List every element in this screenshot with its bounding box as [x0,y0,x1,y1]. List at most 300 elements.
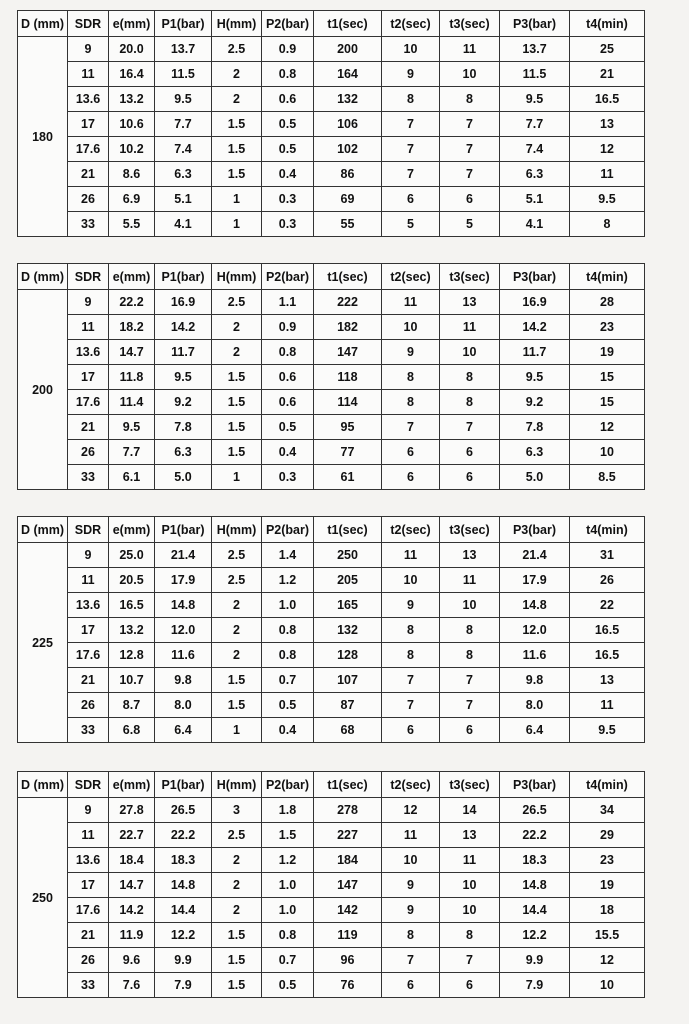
column-header: P3(bar) [500,517,570,543]
column-header: t2(sec) [382,11,440,37]
column-header: SDR [68,264,109,290]
table-cell: 205 [314,568,382,593]
table-cell: 11 [440,315,500,340]
table-cell: 14.4 [155,898,212,923]
column-header: SDR [68,11,109,37]
column-header: H(mm) [212,772,262,798]
column-header: e(mm) [109,11,155,37]
table-cell: 33 [68,465,109,490]
table-cell: 8.5 [570,465,645,490]
table-cell: 2 [212,873,262,898]
table-cell: 8 [382,390,440,415]
table-cell: 13.6 [68,340,109,365]
table-cell: 19 [570,873,645,898]
table-cell: 4.1 [500,212,570,237]
table-cell: 2.5 [212,37,262,62]
table-cell: 1.5 [212,415,262,440]
table-row [18,898,645,923]
table-cell: 0.7 [262,948,314,973]
table-cell: 14.2 [155,315,212,340]
table-cell: 21.4 [155,543,212,568]
table-cell: 9.9 [500,948,570,973]
column-header: t3(sec) [440,264,500,290]
table-cell: 2 [212,87,262,112]
table-cell: 28 [570,290,645,315]
table-cell: 11.6 [155,643,212,668]
table-cell: 5.0 [500,465,570,490]
table-cell: 17 [68,112,109,137]
table-cell: 12 [382,798,440,823]
column-header: t4(min) [570,11,645,37]
table-cell: 1.4 [262,543,314,568]
table-cell: 7 [382,415,440,440]
column-header: t1(sec) [314,11,382,37]
table-cell: 16.9 [155,290,212,315]
table-cell: 0.6 [262,365,314,390]
table-cell: 6 [440,187,500,212]
table-cell: 0.9 [262,315,314,340]
table-cell: 7 [382,668,440,693]
header-row [18,517,645,543]
table-cell: 19 [570,340,645,365]
table-cell: 77 [314,440,382,465]
table-cell: 16.5 [570,87,645,112]
table-cell: 11.5 [500,62,570,87]
diameter-cell: 180 [18,37,68,237]
table-cell: 5 [440,212,500,237]
table-cell: 6 [382,718,440,743]
column-header: t3(sec) [440,772,500,798]
table-cell: 22.7 [109,823,155,848]
table-cell: 11 [382,543,440,568]
table-cell: 0.3 [262,465,314,490]
table-cell: 1 [212,465,262,490]
table-cell: 102 [314,137,382,162]
table-row [18,87,645,112]
table-cell: 14.2 [109,898,155,923]
table-cell: 22.2 [109,290,155,315]
table-cell: 8 [570,212,645,237]
table-cell: 0.9 [262,37,314,62]
column-header: P1(bar) [155,11,212,37]
table-cell: 9 [382,593,440,618]
table-cell: 11 [382,823,440,848]
table-cell: 107 [314,668,382,693]
table-cell: 14.7 [109,340,155,365]
column-header: t2(sec) [382,264,440,290]
table-cell: 128 [314,643,382,668]
table-cell: 17.9 [500,568,570,593]
table-row [18,543,645,568]
table-cell: 22.2 [500,823,570,848]
table-row [18,693,645,718]
table-row [18,798,645,823]
table-cell: 12 [570,948,645,973]
table-cell: 23 [570,315,645,340]
table-cell: 69 [314,187,382,212]
table-cell: 0.5 [262,112,314,137]
table-cell: 2 [212,340,262,365]
table-cell: 0.6 [262,390,314,415]
table-cell: 13.2 [109,618,155,643]
table-cell: 6 [382,187,440,212]
table-cell: 22.2 [155,823,212,848]
table-cell: 9 [68,543,109,568]
table-cell: 7.7 [109,440,155,465]
table-cell: 9 [382,340,440,365]
table-cell: 10.2 [109,137,155,162]
table-row [18,212,645,237]
table-cell: 86 [314,162,382,187]
table-cell: 0.3 [262,212,314,237]
table-cell: 9.5 [155,87,212,112]
table-cell: 13.7 [155,37,212,62]
table-cell: 3 [212,798,262,823]
table-cell: 9 [382,873,440,898]
table-cell: 9 [68,37,109,62]
table-cell: 12.8 [109,643,155,668]
table-cell: 1 [212,718,262,743]
table-row [18,465,645,490]
table-cell: 16.9 [500,290,570,315]
column-header: e(mm) [109,772,155,798]
table-cell: 13.6 [68,848,109,873]
table-cell: 1.2 [262,848,314,873]
table-row [18,873,645,898]
table-cell: 6 [440,718,500,743]
table-cell: 8 [440,643,500,668]
table-cell: 7 [382,948,440,973]
table-cell: 7 [440,948,500,973]
table-cell: 95 [314,415,382,440]
table-cell: 26 [68,693,109,718]
table-cell: 16.5 [570,618,645,643]
table-cell: 21 [68,923,109,948]
table-cell: 9 [68,290,109,315]
table-cell: 1.5 [212,137,262,162]
table-cell: 1.5 [212,973,262,998]
table-cell: 1.5 [212,112,262,137]
table-cell: 12.2 [500,923,570,948]
table-row [18,440,645,465]
table-cell: 250 [314,543,382,568]
column-header: t3(sec) [440,517,500,543]
table-cell: 9.9 [155,948,212,973]
table-cell: 13 [570,668,645,693]
column-header: t4(min) [570,772,645,798]
table-cell: 17.6 [68,390,109,415]
table-cell: 10 [382,37,440,62]
table-cell: 25.0 [109,543,155,568]
table-cell: 1.8 [262,798,314,823]
table-cell: 9.2 [155,390,212,415]
table-cell: 5 [382,212,440,237]
table-cell: 8 [440,390,500,415]
table-cell: 5.5 [109,212,155,237]
diameter-cell: 200 [18,290,68,490]
table-cell: 7 [440,137,500,162]
table-cell: 5.0 [155,465,212,490]
table-row [18,315,645,340]
table-cell: 9.5 [109,415,155,440]
table-cell: 16.4 [109,62,155,87]
table-cell: 142 [314,898,382,923]
table-cell: 68 [314,718,382,743]
column-header: t2(sec) [382,517,440,543]
table-cell: 22 [570,593,645,618]
table-cell: 0.7 [262,668,314,693]
table-cell: 9 [68,798,109,823]
table-cell: 9.5 [570,718,645,743]
table-cell: 7 [440,415,500,440]
table-cell: 13.2 [109,87,155,112]
table-cell: 12.2 [155,923,212,948]
table-cell: 0.4 [262,440,314,465]
table-cell: 2.5 [212,543,262,568]
table-row [18,948,645,973]
table-cell: 96 [314,948,382,973]
table-row [18,923,645,948]
table-cell: 8 [382,618,440,643]
table-cell: 11 [68,62,109,87]
table-cell: 33 [68,973,109,998]
table-cell: 164 [314,62,382,87]
table-row [18,668,645,693]
table-cell: 2 [212,618,262,643]
table-cell: 0.6 [262,87,314,112]
table-cell: 17.6 [68,137,109,162]
table-cell: 7.4 [155,137,212,162]
column-header: t4(min) [570,264,645,290]
table-cell: 55 [314,212,382,237]
diameter-cell: 225 [18,543,68,743]
table-cell: 1.5 [212,668,262,693]
table-cell: 1.5 [262,823,314,848]
table-cell: 14.7 [109,873,155,898]
table-cell: 10 [440,62,500,87]
table-row [18,62,645,87]
table-cell: 1.5 [212,162,262,187]
column-header: P3(bar) [500,264,570,290]
table-cell: 33 [68,212,109,237]
table-cell: 119 [314,923,382,948]
table-cell: 18.2 [109,315,155,340]
table-row [18,415,645,440]
table-cell: 13 [440,543,500,568]
table-cell: 7 [440,162,500,187]
table-cell: 8 [382,87,440,112]
table-cell: 7.4 [500,137,570,162]
table-cell: 7 [382,112,440,137]
table-cell: 27.8 [109,798,155,823]
table-cell: 11 [68,568,109,593]
table-cell: 1.0 [262,593,314,618]
column-header: H(mm) [212,517,262,543]
table-row [18,593,645,618]
table-cell: 7.7 [500,112,570,137]
pipe-table-d225 [17,516,645,743]
column-header: P2(bar) [262,772,314,798]
table-cell: 227 [314,823,382,848]
column-header: P3(bar) [500,772,570,798]
table-cell: 21.4 [500,543,570,568]
table-cell: 2.5 [212,823,262,848]
table-cell: 6.3 [500,162,570,187]
table-row [18,643,645,668]
table-cell: 11 [570,162,645,187]
column-header: t2(sec) [382,772,440,798]
table-cell: 11.8 [109,365,155,390]
table-cell: 147 [314,873,382,898]
table-cell: 7.8 [500,415,570,440]
table-cell: 2 [212,593,262,618]
table-cell: 14.2 [500,315,570,340]
table-cell: 9 [382,62,440,87]
table-cell: 16.5 [109,593,155,618]
table-cell: 6 [440,973,500,998]
table-cell: 182 [314,315,382,340]
column-header: P2(bar) [262,11,314,37]
table-cell: 8 [440,87,500,112]
table-cell: 18 [570,898,645,923]
table-cell: 6 [382,973,440,998]
table-cell: 6.3 [155,162,212,187]
table-cell: 2 [212,643,262,668]
table-cell: 7.9 [155,973,212,998]
table-cell: 0.8 [262,340,314,365]
table-cell: 8 [440,618,500,643]
table-cell: 6.9 [109,187,155,212]
table-cell: 9.5 [155,365,212,390]
table-cell: 200 [314,37,382,62]
table-cell: 11.7 [155,340,212,365]
column-header: t1(sec) [314,264,382,290]
table-cell: 17 [68,618,109,643]
column-header: t1(sec) [314,772,382,798]
table-cell: 17 [68,873,109,898]
table-row [18,365,645,390]
table-cell: 6 [382,465,440,490]
table-cell: 23 [570,848,645,873]
table-cell: 12.0 [500,618,570,643]
column-header: D (mm) [18,517,68,543]
column-header: P1(bar) [155,772,212,798]
table-cell: 26 [68,948,109,973]
table-row [18,162,645,187]
table-cell: 9 [382,898,440,923]
table-cell: 10 [440,873,500,898]
table-cell: 9.2 [500,390,570,415]
column-header: e(mm) [109,517,155,543]
table-cell: 8.0 [155,693,212,718]
table-cell: 8.0 [500,693,570,718]
table-cell: 11.4 [109,390,155,415]
table-cell: 14 [440,798,500,823]
table-cell: 34 [570,798,645,823]
column-header: t1(sec) [314,517,382,543]
table-cell: 12 [570,137,645,162]
column-header: t3(sec) [440,11,500,37]
table-cell: 1 [212,212,262,237]
table-cell: 26.5 [155,798,212,823]
column-header: t4(min) [570,517,645,543]
table-cell: 5.1 [500,187,570,212]
table-cell: 9.5 [500,87,570,112]
table-cell: 9.6 [109,948,155,973]
table-cell: 8 [382,643,440,668]
table-cell: 8 [440,923,500,948]
table-cell: 0.4 [262,718,314,743]
table-cell: 10 [570,440,645,465]
table-cell: 12.0 [155,618,212,643]
table-cell: 0.8 [262,923,314,948]
header-row [18,264,645,290]
table-cell: 0.4 [262,162,314,187]
table-cell: 87 [314,693,382,718]
table-row [18,37,645,62]
table-cell: 10.6 [109,112,155,137]
table-cell: 17 [68,365,109,390]
table-cell: 222 [314,290,382,315]
table-cell: 0.5 [262,973,314,998]
table-cell: 278 [314,798,382,823]
table-cell: 132 [314,618,382,643]
diameter-cell: 250 [18,798,68,998]
table-cell: 1.5 [212,390,262,415]
table-cell: 26 [68,187,109,212]
table-cell: 11 [68,823,109,848]
column-header: H(mm) [212,11,262,37]
table-cell: 2.5 [212,290,262,315]
table-cell: 7.8 [155,415,212,440]
table-cell: 18.3 [500,848,570,873]
table-cell: 21 [68,668,109,693]
table-cell: 11 [440,848,500,873]
table-cell: 6.4 [155,718,212,743]
table-cell: 18.4 [109,848,155,873]
table-cell: 15 [570,390,645,415]
table-cell: 21 [570,62,645,87]
table-cell: 21 [68,415,109,440]
table-cell: 8.7 [109,693,155,718]
table-cell: 15.5 [570,923,645,948]
column-header: D (mm) [18,11,68,37]
table-cell: 0.8 [262,643,314,668]
column-header: D (mm) [18,772,68,798]
table-cell: 1.5 [212,948,262,973]
table-cell: 13 [570,112,645,137]
table-cell: 165 [314,593,382,618]
table-cell: 1 [212,187,262,212]
table-cell: 184 [314,848,382,873]
table-cell: 1.5 [212,440,262,465]
table-cell: 1.5 [212,693,262,718]
table-cell: 13.6 [68,593,109,618]
table-cell: 20.5 [109,568,155,593]
table-cell: 7 [440,668,500,693]
column-header: SDR [68,517,109,543]
pipe-table-d180 [17,10,645,237]
table-cell: 10 [382,568,440,593]
table-cell: 17.9 [155,568,212,593]
table-cell: 10 [440,340,500,365]
table-cell: 8 [382,365,440,390]
table-cell: 7 [382,162,440,187]
table-cell: 1.2 [262,568,314,593]
table-cell: 118 [314,365,382,390]
table-row [18,568,645,593]
table-row [18,823,645,848]
